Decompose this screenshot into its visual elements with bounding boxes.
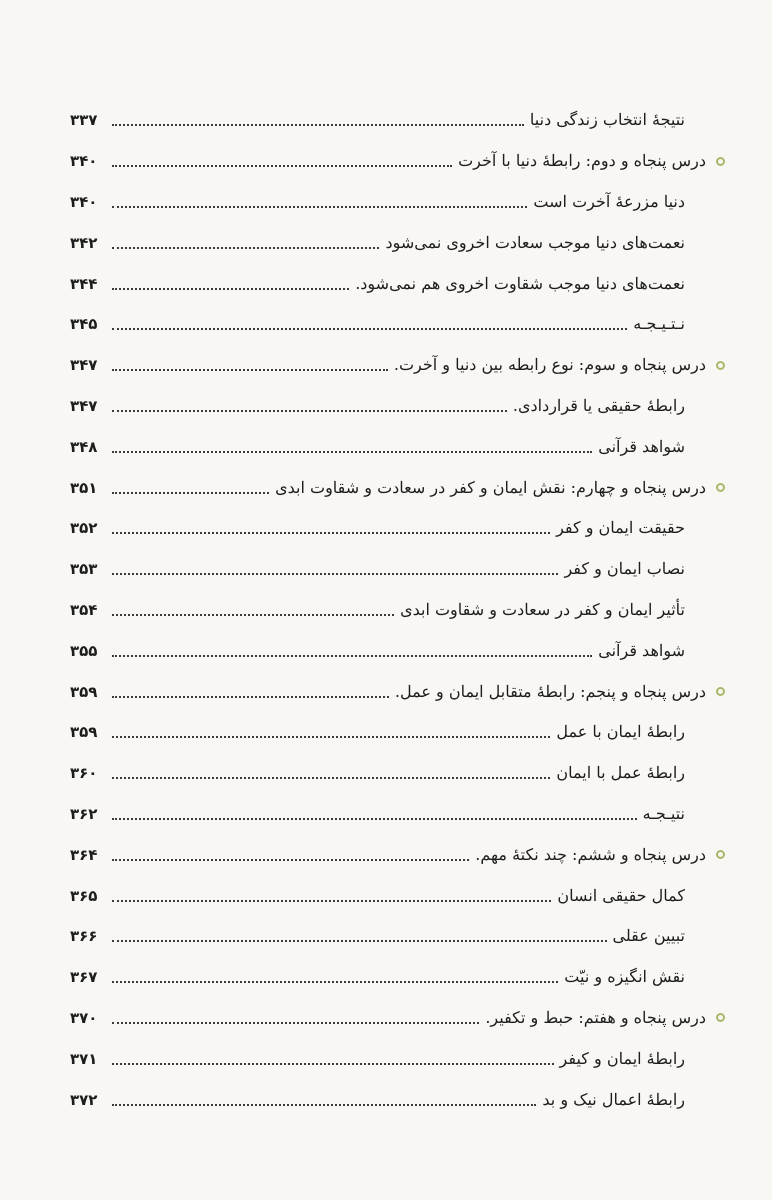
- toc-entry-title: رابطهٔ حقیقی یا قراردادی.: [512, 395, 685, 415]
- dot-leader: [112, 124, 524, 126]
- toc-sub-entry: [70, 712, 715, 753]
- toc-entry-title: رابطهٔ اعمال نیک و بد: [542, 1089, 685, 1109]
- toc-page-number: ۳۴۵: [70, 315, 98, 334]
- toc-sub-entry: [70, 590, 715, 631]
- toc-sub-entry: [70, 1079, 715, 1120]
- dot-leader: [112, 696, 389, 698]
- toc-entry-title: کمال حقیقی انسان: [557, 885, 685, 905]
- circle-bullet-icon: [716, 687, 725, 696]
- dot-leader: [112, 492, 269, 494]
- toc-entry-title: رابطهٔ ایمان و کیفر: [559, 1048, 685, 1068]
- toc-page-number: ۳۴۰: [70, 192, 98, 211]
- toc-entry-title: تأثیر ایمان و کفر در سعادت و شقاوت ابدی: [400, 599, 685, 619]
- dot-leader: [112, 777, 550, 779]
- toc-page-number: ۳۵۲: [70, 519, 98, 538]
- dot-leader: [112, 940, 607, 942]
- toc-page-number: ۳۶۶: [70, 927, 98, 946]
- dot-leader: [112, 165, 452, 167]
- toc-page-number: ۳۵۴: [70, 600, 98, 619]
- toc-page-number: ۳۴۴: [70, 274, 98, 293]
- toc-page-number: ۳۳۷: [70, 111, 98, 130]
- dot-leader: [112, 532, 550, 534]
- dot-leader: [112, 451, 592, 453]
- dot-leader: [112, 1104, 536, 1106]
- toc-entry-title: نـتـیـجـه: [633, 314, 685, 334]
- toc-page-number: ۳۵۵: [70, 641, 98, 660]
- toc-sub-entry: [70, 508, 715, 549]
- toc-page-number: ۳۴۲: [70, 233, 98, 252]
- dot-leader: [112, 369, 388, 371]
- dot-leader: [112, 1063, 554, 1065]
- toc-sub-entry: [70, 222, 715, 263]
- toc-page-number: ۳۵۳: [70, 560, 98, 579]
- toc-entry-title: نتیـجـه: [642, 803, 685, 823]
- toc-sub-entry: [70, 263, 715, 304]
- toc-entry-title: نعمت‌های دنیا موجب سعادت اخروی نمی‌شود: [385, 232, 685, 252]
- toc-sub-entry: [70, 386, 715, 427]
- circle-bullet-icon: [716, 157, 725, 166]
- toc-entry-title: نتیجهٔ انتخاب زندگی دنیا: [529, 110, 685, 130]
- toc-entry-title: درس پنجاه و دوم: رابطهٔ دنیا با آخرت: [458, 151, 706, 171]
- toc-lesson-entry: [70, 671, 715, 712]
- dot-leader: [112, 900, 551, 902]
- toc-sub-entry: [70, 100, 715, 141]
- toc-entry-title: نعمت‌های دنیا موجب شقاوت اخروی هم نمی‌شود.: [355, 273, 685, 293]
- dot-leader: [112, 655, 592, 657]
- toc-page-number: ۳۶۵: [70, 886, 98, 905]
- toc-page-number: ۳۶۰: [70, 764, 98, 783]
- toc-lesson-entry: [70, 998, 715, 1039]
- toc-sub-entry: [70, 426, 715, 467]
- dot-leader: [112, 328, 627, 330]
- toc-sub-entry: [70, 794, 715, 835]
- toc-sub-entry: [70, 916, 715, 957]
- toc-entry-title: دنیا مزرعهٔ آخرت است: [533, 191, 685, 211]
- toc-entry-title: درس پنجاه و ششم: چند نکتهٔ مهم.: [475, 844, 706, 864]
- dot-leader: [112, 818, 637, 820]
- dot-leader: [112, 247, 379, 249]
- circle-bullet-icon: [716, 1013, 725, 1022]
- dot-leader: [112, 1022, 479, 1024]
- toc-page-number: ۳۶۷: [70, 968, 98, 987]
- circle-bullet-icon: [716, 361, 725, 370]
- toc-page-number: ۳۴۰: [70, 152, 98, 171]
- toc-sub-entry: [70, 630, 715, 671]
- toc-page-number: ۳۷۱: [70, 1049, 98, 1068]
- toc-page-number: ۳۵۹: [70, 682, 98, 701]
- dot-leader: [112, 736, 550, 738]
- toc-entry-title: حقیقت ایمان و کفر: [556, 518, 685, 538]
- toc-entry-title: درس پنجاه و سوم: نوع رابطه بین دنیا و آخرت.: [393, 355, 706, 375]
- toc-sub-entry: [70, 182, 715, 223]
- dot-leader: [112, 410, 507, 412]
- toc-page-number: ۳۶۲: [70, 804, 98, 823]
- table-of-contents: [70, 100, 715, 1120]
- toc-page-number: ۳۴۷: [70, 356, 98, 375]
- circle-bullet-icon: [716, 850, 725, 859]
- dot-leader: [112, 859, 469, 861]
- dot-leader: [112, 981, 558, 983]
- toc-entry-title: شواهد قرآنی: [598, 436, 685, 456]
- dot-leader: [112, 288, 349, 290]
- dot-leader: [112, 573, 558, 575]
- toc-entry-title: درس پنجاه و هفتم: حبط و تکفیر.: [485, 1007, 706, 1027]
- toc-lesson-entry: [70, 834, 715, 875]
- toc-page-number: ۳۶۴: [70, 845, 98, 864]
- toc-entry-title: رابطهٔ عمل با ایمان: [556, 763, 685, 783]
- toc-page-number: ۳۵۱: [70, 478, 98, 497]
- toc-entry-title: نصاب ایمان و کفر: [564, 559, 685, 579]
- toc-entry-title: درس پنجاه و چهارم: نقش ایمان و کفر در سعادت و شقاوت ابدی: [275, 477, 706, 497]
- toc-entry-title: رابطهٔ ایمان با عمل: [556, 722, 685, 742]
- toc-sub-entry: [70, 1038, 715, 1079]
- toc-page-number: ۳۵۹: [70, 723, 98, 742]
- circle-bullet-icon: [716, 483, 725, 492]
- toc-sub-entry: [70, 753, 715, 794]
- toc-entry-title: تبیین عقلی: [612, 926, 685, 946]
- toc-entry-title: نقش انگیزه و نیّت: [564, 967, 685, 987]
- toc-page-number: ۳۷۲: [70, 1090, 98, 1109]
- toc-page-number: ۳۴۸: [70, 437, 98, 456]
- toc-entry-title: شواهد قرآنی: [598, 640, 685, 660]
- toc-page-number: ۳۷۰: [70, 1008, 98, 1027]
- toc-sub-entry: [70, 957, 715, 998]
- toc-entry-title: درس پنجاه و پنجم: رابطهٔ متقابل ایمان و عمل.: [394, 681, 706, 701]
- toc-sub-entry: [70, 875, 715, 916]
- toc-page-number: ۳۴۷: [70, 396, 98, 415]
- toc-sub-entry: [70, 549, 715, 590]
- dot-leader: [112, 614, 394, 616]
- toc-lesson-entry: [70, 467, 715, 508]
- toc-sub-entry: [70, 304, 715, 345]
- toc-lesson-entry: [70, 141, 715, 182]
- dot-leader: [112, 206, 527, 208]
- toc-lesson-entry: [70, 345, 715, 386]
